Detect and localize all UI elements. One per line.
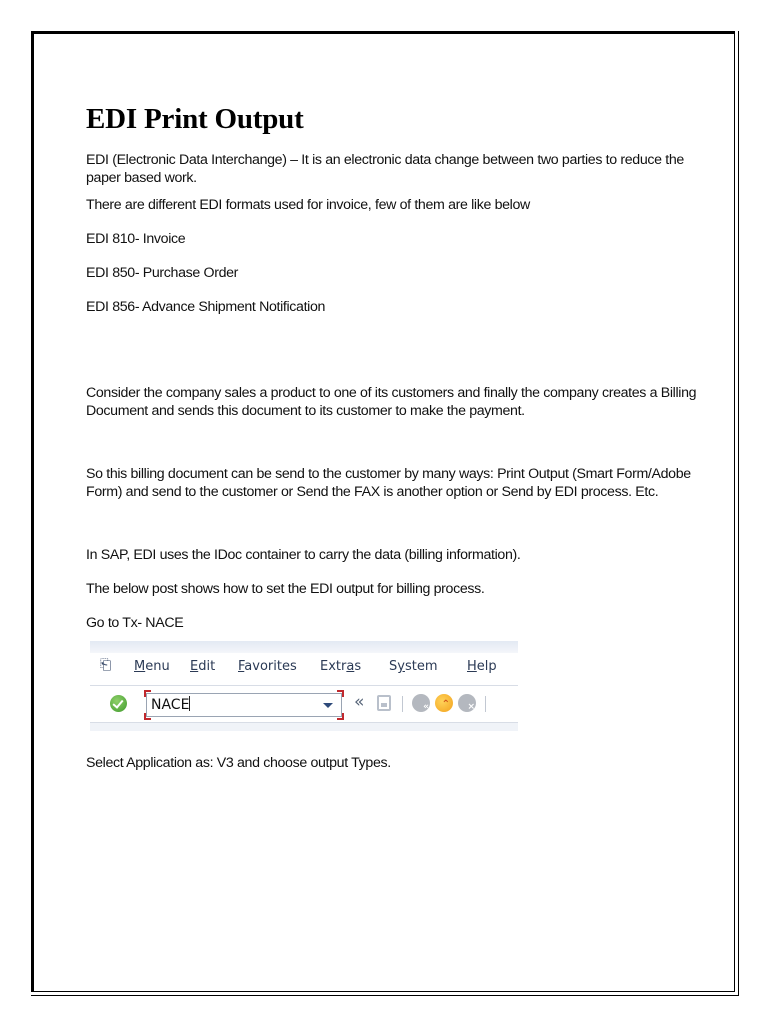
save-icon[interactable] <box>377 695 391 711</box>
dropdown-arrow-icon[interactable] <box>323 703 333 708</box>
paragraph-billing-channels: So this billing document can be send to the customer by many ways: Print Output (Smart Form/Adobe Form) and send to the customer or Send the FAX is another option or Send by EDI process. Etc. <box>86 466 691 500</box>
document-title: EDI Print Output <box>86 103 304 135</box>
collapse-chevron-icon[interactable]: « <box>354 692 365 712</box>
toolbar-separator <box>485 696 486 712</box>
paragraph-go-to-nace: Go to Tx- NACE <box>86 615 184 631</box>
menu-item-system[interactable]: System <box>389 659 438 674</box>
toolbar-separator <box>402 696 403 712</box>
command-field-value: NACE <box>151 697 190 713</box>
paragraph-billing-scenario: Consider the company sales a product to one of its customers and finally the company creates a Billing Document and sends this document to its customer to make the payment. <box>86 385 697 419</box>
list-item-edi-850: EDI 850- Purchase Order <box>86 265 239 281</box>
exit-icon[interactable]: ⌃ <box>435 694 453 712</box>
cancel-icon[interactable]: × <box>458 694 476 712</box>
focus-bracket <box>144 713 151 720</box>
paragraph-edi-definition: EDI (Electronic Data Interchange) – It is an electronic data change between two parties to reduce the paper based work. <box>86 152 684 186</box>
sap-standard-toolbar <box>90 686 518 722</box>
sap-band <box>90 723 518 731</box>
menu-item-edit[interactable]: Edit <box>190 659 216 674</box>
paragraph-edi-formats-intro: There are different EDI formats used for invoice, few of them are like below <box>86 197 530 213</box>
menu-item-favorites[interactable]: Favorites <box>238 659 297 674</box>
menu-item-extras[interactable]: Extras <box>320 659 362 674</box>
sap-gui-screenshot <box>90 641 518 739</box>
paragraph-post-intro: The below post shows how to set the EDI output for billing process. <box>86 581 485 597</box>
paragraph-idoc: In SAP, EDI uses the IDoc container to carry the data (billing information). <box>86 547 521 563</box>
focus-bracket <box>337 713 344 720</box>
sap-title-band <box>90 641 518 653</box>
list-item-edi-810: EDI 810- Invoice <box>86 231 186 247</box>
menu-item-menu[interactable]: Menu <box>134 659 170 674</box>
enter-check-icon[interactable] <box>110 695 127 712</box>
focus-bracket <box>144 690 151 697</box>
text-caret <box>189 696 190 711</box>
focus-bracket <box>337 690 344 697</box>
sap-menu-bar <box>90 653 518 683</box>
menu-item-help[interactable]: Help <box>467 659 497 674</box>
menu-exit-icon[interactable]: ⎗ <box>100 657 112 673</box>
back-icon[interactable]: « <box>412 694 430 712</box>
paragraph-select-application: Select Application as: V3 and choose output Types. <box>86 755 391 771</box>
list-item-edi-856: EDI 856- Advance Shipment Notification <box>86 299 326 315</box>
command-field[interactable] <box>146 693 342 717</box>
